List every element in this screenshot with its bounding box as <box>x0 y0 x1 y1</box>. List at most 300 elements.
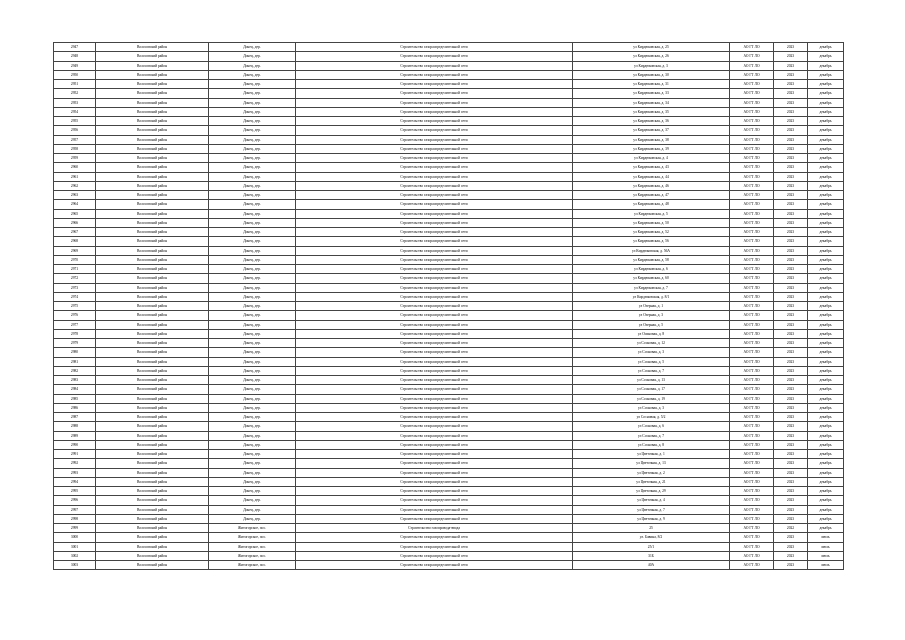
district-cell: Волосовский район <box>96 61 209 70</box>
row-number-cell: 2955 <box>54 117 96 126</box>
settlement-cell: Донец, дер. <box>209 514 296 523</box>
organization-cell: АО ГТ ЛО <box>730 459 774 468</box>
month-cell: декабрь <box>808 107 844 116</box>
address-cell: ул Кирдюковская, д. 30 <box>573 70 730 79</box>
row-number-cell: 2971 <box>54 265 96 274</box>
address-cell: ул Кирдюковская, д. 31 <box>573 80 730 89</box>
settlement-cell: Донец, дер. <box>209 403 296 412</box>
organization-cell: АО ГТ ЛО <box>730 43 774 52</box>
work-type-cell: Строительство газораспределительной сети <box>296 228 573 237</box>
work-type-cell: Строительство газораспределительной сети <box>296 283 573 292</box>
district-cell: Волосовский район <box>96 542 209 551</box>
district-cell: Волосовский район <box>96 144 209 153</box>
district-cell: Волосовский район <box>96 135 209 144</box>
row-number-cell: 2998 <box>54 514 96 523</box>
settlement-cell: Донец, дер. <box>209 135 296 144</box>
organization-cell: АО ГТ ЛО <box>730 255 774 264</box>
table-row <box>54 339 844 348</box>
address-cell: ул Кирдюковская, д. 46 <box>573 181 730 190</box>
table-row <box>54 98 844 107</box>
address-cell: ул. Бавина, 8/2 <box>573 533 730 542</box>
address-cell: ул Кирдюковская, д. 39 <box>573 144 730 153</box>
month-cell: декабрь <box>808 70 844 79</box>
year-cell: 2023 <box>774 61 808 70</box>
work-type-cell: Строительство газораспределительной сети <box>296 154 573 163</box>
address-cell: ул Цветочная, д. 4 <box>573 496 730 505</box>
month-cell: декабрь <box>808 459 844 468</box>
work-type-cell: Строительство газораспределительной сети <box>296 237 573 246</box>
district-cell: Волосовский район <box>96 468 209 477</box>
settlement-cell: Житогорское, пос. <box>209 551 296 560</box>
organization-cell: АО ГТ ЛО <box>730 496 774 505</box>
month-cell: декабрь <box>808 200 844 209</box>
organization-cell: АО ГТ ЛО <box>730 366 774 375</box>
address-cell: ул Цветочная, д. 1 <box>573 450 730 459</box>
month-cell: декабрь <box>808 440 844 449</box>
year-cell: 2023 <box>774 163 808 172</box>
organization-cell: АО ГТ ЛО <box>730 117 774 126</box>
month-cell: декабрь <box>808 43 844 52</box>
year-cell: 2023 <box>774 403 808 412</box>
year-cell: 2023 <box>774 394 808 403</box>
month-cell: декабрь <box>808 292 844 301</box>
table-row <box>54 533 844 542</box>
organization-cell: АО ГТ ЛО <box>730 431 774 440</box>
organization-cell: АО ГТ ЛО <box>730 468 774 477</box>
organization-cell: АО ГТ ЛО <box>730 450 774 459</box>
table-row <box>54 172 844 181</box>
district-cell: Волосовский район <box>96 450 209 459</box>
row-number-cell: 3002 <box>54 551 96 560</box>
row-number-cell: 2969 <box>54 246 96 255</box>
year-cell: 2023 <box>774 191 808 200</box>
address-cell: ул Кирдюковская, д. 56А <box>573 246 730 255</box>
row-number-cell: 3000 <box>54 533 96 542</box>
month-cell: декабрь <box>808 61 844 70</box>
district-cell: Волосовский район <box>96 496 209 505</box>
work-type-cell: Строительство газораспределительной сети <box>296 218 573 227</box>
work-type-cell: Строительство газораспределительной сети <box>296 191 573 200</box>
year-cell: 2023 <box>774 144 808 153</box>
work-type-cell: Строительство газораспределительной сети <box>296 450 573 459</box>
work-type-cell: Строительство газораспределительной сети <box>296 487 573 496</box>
year-cell: 2023 <box>774 487 808 496</box>
district-cell: Волосовский район <box>96 200 209 209</box>
table-row <box>54 80 844 89</box>
address-cell: ул Сосновая, д. 13 <box>573 376 730 385</box>
table-row <box>54 505 844 514</box>
month-cell: июль <box>808 542 844 551</box>
settlement-cell: Донец, дер. <box>209 440 296 449</box>
district-cell: Волосовский район <box>96 70 209 79</box>
work-type-cell: Строительство газораспределительной сети <box>296 496 573 505</box>
work-type-cell: Строительство газопровода-ввода <box>296 524 573 533</box>
row-number-cell: 2970 <box>54 255 96 264</box>
work-type-cell: Строительство газораспределительной сети <box>296 246 573 255</box>
table-row <box>54 514 844 523</box>
organization-cell: АО ГТ ЛО <box>730 246 774 255</box>
address-cell: ул Кирдюковская, д. 43 <box>573 163 730 172</box>
district-cell: Волосовский район <box>96 52 209 61</box>
table-row <box>54 320 844 329</box>
district-cell: Волосовский район <box>96 413 209 422</box>
organization-cell: АО ГТ ЛО <box>730 524 774 533</box>
settlement-cell: Донец, дер. <box>209 450 296 459</box>
work-type-cell: Строительство газораспределительной сети <box>296 80 573 89</box>
year-cell: 2023 <box>774 477 808 486</box>
organization-cell: АО ГТ ЛО <box>730 181 774 190</box>
row-number-cell: 2999 <box>54 524 96 533</box>
district-cell: Волосовский район <box>96 403 209 412</box>
data-table <box>53 42 844 570</box>
address-cell: ул Цветочная, д. 2 <box>573 468 730 477</box>
settlement-cell: Донец, дер. <box>209 107 296 116</box>
address-cell: 25 <box>573 524 730 533</box>
address-cell: ул Озерная, д. 3 <box>573 311 730 320</box>
organization-cell: АО ГТ ЛО <box>730 339 774 348</box>
address-cell: ул Цветочная, д. 9 <box>573 514 730 523</box>
organization-cell: АО ГТ ЛО <box>730 403 774 412</box>
settlement-cell: Донец, дер. <box>209 487 296 496</box>
month-cell: декабрь <box>808 450 844 459</box>
organization-cell: АО ГТ ЛО <box>730 154 774 163</box>
work-type-cell: Строительство газораспределительной сети <box>296 70 573 79</box>
address-cell: ул Кирдюковская, д. 33 <box>573 89 730 98</box>
organization-cell: АО ГТ ЛО <box>730 200 774 209</box>
month-cell: декабрь <box>808 394 844 403</box>
organization-cell: АО ГТ ЛО <box>730 209 774 218</box>
year-cell: 2023 <box>774 255 808 264</box>
address-cell: ул Сосновая, д. 3 <box>573 348 730 357</box>
table-row <box>54 311 844 320</box>
row-number-cell: 2965 <box>54 209 96 218</box>
row-number-cell: 2974 <box>54 292 96 301</box>
table-row <box>54 376 844 385</box>
year-cell: 2023 <box>774 385 808 394</box>
address-cell: ул Кирдюковская, д. 7 <box>573 283 730 292</box>
month-cell: декабрь <box>808 218 844 227</box>
month-cell: декабрь <box>808 477 844 486</box>
row-number-cell: 2982 <box>54 366 96 375</box>
organization-cell: АО ГТ ЛО <box>730 52 774 61</box>
settlement-cell: Донец, дер. <box>209 237 296 246</box>
row-number-cell: 2952 <box>54 89 96 98</box>
row-number-cell: 2959 <box>54 154 96 163</box>
row-number-cell: 2994 <box>54 477 96 486</box>
organization-cell: АО ГТ ЛО <box>730 283 774 292</box>
organization-cell: АО ГТ ЛО <box>730 440 774 449</box>
organization-cell: АО ГТ ЛО <box>730 329 774 338</box>
row-number-cell: 2966 <box>54 218 96 227</box>
organization-cell: АО ГТ ЛО <box>730 505 774 514</box>
year-cell: 2023 <box>774 135 808 144</box>
table-row <box>54 422 844 431</box>
year-cell: 2023 <box>774 376 808 385</box>
table-row <box>54 126 844 135</box>
month-cell: декабрь <box>808 246 844 255</box>
row-number-cell: 2953 <box>54 98 96 107</box>
address-cell: ул Сосновая, д. 7 <box>573 431 730 440</box>
year-cell: 2023 <box>774 533 808 542</box>
settlement-cell: Донец, дер. <box>209 52 296 61</box>
table-row <box>54 551 844 560</box>
district-cell: Волосовский район <box>96 459 209 468</box>
row-number-cell: 2967 <box>54 228 96 237</box>
year-cell: 2023 <box>774 431 808 440</box>
organization-cell: АО ГТ ЛО <box>730 413 774 422</box>
work-type-cell: Строительство газораспределительной сети <box>296 144 573 153</box>
settlement-cell: Донец, дер. <box>209 302 296 311</box>
year-cell: 2023 <box>774 172 808 181</box>
table-row <box>54 366 844 375</box>
organization-cell: АО ГТ ЛО <box>730 126 774 135</box>
table-row <box>54 357 844 366</box>
row-number-cell: 2947 <box>54 43 96 52</box>
address-cell: ул Сосновая, д. 5 <box>573 357 730 366</box>
work-type-cell: Строительство газораспределительной сети <box>296 311 573 320</box>
year-cell: 2023 <box>774 98 808 107</box>
address-cell: ул Кирдюковская, д. 48 <box>573 200 730 209</box>
address-cell: 25/1 <box>573 542 730 551</box>
settlement-cell: Донец, дер. <box>209 191 296 200</box>
address-cell: ул Цветочная, д. 13 <box>573 459 730 468</box>
row-number-cell: 2988 <box>54 422 96 431</box>
organization-cell: АО ГТ ЛО <box>730 394 774 403</box>
district-cell: Волосовский район <box>96 394 209 403</box>
settlement-cell: Донец, дер. <box>209 274 296 283</box>
month-cell: декабрь <box>808 172 844 181</box>
work-type-cell: Строительство газораспределительной сети <box>296 533 573 542</box>
month-cell: декабрь <box>808 274 844 283</box>
year-cell: 2023 <box>774 107 808 116</box>
settlement-cell: Донец, дер. <box>209 376 296 385</box>
district-cell: Волосовский район <box>96 191 209 200</box>
address-cell: ул Кирдюковская, д. 52 <box>573 228 730 237</box>
table-row <box>54 163 844 172</box>
row-number-cell: 2992 <box>54 459 96 468</box>
settlement-cell: Донец, дер. <box>209 357 296 366</box>
address-cell: ул Кирдюковская, д. 3 <box>573 61 730 70</box>
settlement-cell: Донец, дер. <box>209 422 296 431</box>
district-cell: Волосовский район <box>96 551 209 560</box>
table-row <box>54 431 844 440</box>
work-type-cell: Строительство газораспределительной сети <box>296 561 573 570</box>
district-cell: Волосовский район <box>96 311 209 320</box>
organization-cell: АО ГТ ЛО <box>730 422 774 431</box>
row-number-cell: 2985 <box>54 394 96 403</box>
work-type-cell: Строительство газораспределительной сети <box>296 302 573 311</box>
month-cell: декабрь <box>808 302 844 311</box>
organization-cell: АО ГТ ЛО <box>730 218 774 227</box>
work-type-cell: Строительство газораспределительной сети <box>296 348 573 357</box>
table-row <box>54 542 844 551</box>
table-row <box>54 561 844 570</box>
organization-cell: АО ГТ ЛО <box>730 135 774 144</box>
work-type-cell: Строительство газораспределительной сети <box>296 505 573 514</box>
settlement-cell: Донец, дер. <box>209 265 296 274</box>
month-cell: декабрь <box>808 237 844 246</box>
table-row <box>54 246 844 255</box>
work-type-cell: Строительство газораспределительной сети <box>296 339 573 348</box>
organization-cell: АО ГТ ЛО <box>730 107 774 116</box>
table-row <box>54 135 844 144</box>
year-cell: 2023 <box>774 551 808 560</box>
organization-cell: АО ГТ ЛО <box>730 533 774 542</box>
year-cell: 2023 <box>774 440 808 449</box>
row-number-cell: 2956 <box>54 126 96 135</box>
district-cell: Волосовский район <box>96 329 209 338</box>
year-cell: 2023 <box>774 514 808 523</box>
year-cell: 2023 <box>774 348 808 357</box>
address-cell: ул Сосновая, д. 6 <box>573 422 730 431</box>
district-cell: Волосовский район <box>96 431 209 440</box>
district-cell: Волосовский район <box>96 209 209 218</box>
year-cell: 2023 <box>774 505 808 514</box>
month-cell: декабрь <box>808 357 844 366</box>
year-cell: 2023 <box>774 117 808 126</box>
work-type-cell: Строительство газораспределительной сети <box>296 163 573 172</box>
district-cell: Волосовский район <box>96 357 209 366</box>
work-type-cell: Строительство газораспределительной сети <box>296 200 573 209</box>
district-cell: Волосовский район <box>96 80 209 89</box>
year-cell: 2023 <box>774 181 808 190</box>
settlement-cell: Донец, дер. <box>209 163 296 172</box>
district-cell: Волосовский район <box>96 292 209 301</box>
year-cell: 2023 <box>774 237 808 246</box>
table-row <box>54 440 844 449</box>
work-type-cell: Строительство газораспределительной сети <box>296 61 573 70</box>
table-row <box>54 237 844 246</box>
organization-cell: АО ГТ ЛО <box>730 357 774 366</box>
district-cell: Волосовский район <box>96 43 209 52</box>
table-row <box>54 274 844 283</box>
month-cell: декабрь <box>808 496 844 505</box>
year-cell: 2023 <box>774 561 808 570</box>
month-cell: июль <box>808 533 844 542</box>
settlement-cell: Житогорское, пос. <box>209 524 296 533</box>
organization-cell: АО ГТ ЛО <box>730 385 774 394</box>
address-cell: ул Сосновая, д. 5/2 <box>573 413 730 422</box>
year-cell: 2022 <box>774 524 808 533</box>
settlement-cell: Донец, дер. <box>209 246 296 255</box>
row-number-cell: 2958 <box>54 144 96 153</box>
settlement-cell: Донец, дер. <box>209 126 296 135</box>
address-cell: ул Кирдюковская, д. 4 <box>573 154 730 163</box>
work-type-cell: Строительство газораспределительной сети <box>296 135 573 144</box>
district-cell: Волосовский район <box>96 440 209 449</box>
address-cell: ул Кирдюковская, д. 8/1 <box>573 292 730 301</box>
month-cell: декабрь <box>808 209 844 218</box>
table-row <box>54 43 844 52</box>
district-cell: Волосовский район <box>96 89 209 98</box>
month-cell: июль <box>808 551 844 560</box>
month-cell: июль <box>808 561 844 570</box>
work-type-cell: Строительство газораспределительной сети <box>296 329 573 338</box>
year-cell: 2023 <box>774 70 808 79</box>
table-row <box>54 348 844 357</box>
table-row <box>54 524 844 533</box>
address-cell: ул Кирдюковская, д. 56 <box>573 237 730 246</box>
address-cell: ул Кирдюковская, д. 36 <box>573 117 730 126</box>
row-number-cell: 2960 <box>54 163 96 172</box>
organization-cell: АО ГТ ЛО <box>730 237 774 246</box>
work-type-cell: Строительство газораспределительной сети <box>296 385 573 394</box>
row-number-cell: 2997 <box>54 505 96 514</box>
row-number-cell: 2968 <box>54 237 96 246</box>
organization-cell: АО ГТ ЛО <box>730 561 774 570</box>
table-body <box>54 43 844 570</box>
organization-cell: АО ГТ ЛО <box>730 320 774 329</box>
district-cell: Волосовский район <box>96 533 209 542</box>
month-cell: декабрь <box>808 505 844 514</box>
district-cell: Волосовский район <box>96 320 209 329</box>
table-row <box>54 302 844 311</box>
address-cell: ул Цветочная, д. 29 <box>573 487 730 496</box>
work-type-cell: Строительство газораспределительной сети <box>296 43 573 52</box>
settlement-cell: Донец, дер. <box>209 154 296 163</box>
settlement-cell: Донец, дер. <box>209 181 296 190</box>
work-type-cell: Строительство газораспределительной сети <box>296 394 573 403</box>
district-cell: Волосовский район <box>96 117 209 126</box>
month-cell: декабрь <box>808 181 844 190</box>
table-row <box>54 394 844 403</box>
work-type-cell: Строительство газораспределительной сети <box>296 292 573 301</box>
row-number-cell: 3003 <box>54 561 96 570</box>
month-cell: декабрь <box>808 524 844 533</box>
year-cell: 2023 <box>774 80 808 89</box>
settlement-cell: Донец, дер. <box>209 348 296 357</box>
organization-cell: АО ГТ ЛО <box>730 376 774 385</box>
work-type-cell: Строительство газораспределительной сети <box>296 126 573 135</box>
row-number-cell: 2984 <box>54 385 96 394</box>
address-cell: ул Сосновая, д. 12 <box>573 339 730 348</box>
work-type-cell: Строительство газораспределительной сети <box>296 431 573 440</box>
year-cell: 2023 <box>774 468 808 477</box>
year-cell: 2023 <box>774 283 808 292</box>
table-row <box>54 385 844 394</box>
work-type-cell: Строительство газораспределительной сети <box>296 440 573 449</box>
month-cell: декабрь <box>808 117 844 126</box>
district-cell: Волосовский район <box>96 218 209 227</box>
organization-cell: АО ГТ ЛО <box>730 228 774 237</box>
district-cell: Волосовский район <box>96 274 209 283</box>
table-row <box>54 255 844 264</box>
table-row <box>54 228 844 237</box>
work-type-cell: Строительство газораспределительной сети <box>296 468 573 477</box>
organization-cell: АО ГТ ЛО <box>730 265 774 274</box>
year-cell: 2023 <box>774 218 808 227</box>
table-row <box>54 403 844 412</box>
address-cell: ул Озерная, д. 5 <box>573 320 730 329</box>
settlement-cell: Донец, дер. <box>209 477 296 486</box>
district-cell: Волосовский район <box>96 477 209 486</box>
row-number-cell: 2975 <box>54 302 96 311</box>
year-cell: 2023 <box>774 292 808 301</box>
settlement-cell: Донец, дер. <box>209 200 296 209</box>
address-cell: ул Кирдюковская, д. 47 <box>573 191 730 200</box>
row-number-cell: 2964 <box>54 200 96 209</box>
district-cell: Волосовский район <box>96 505 209 514</box>
organization-cell: АО ГТ ЛО <box>730 292 774 301</box>
table-row <box>54 200 844 209</box>
row-number-cell: 2990 <box>54 440 96 449</box>
work-type-cell: Строительство газораспределительной сети <box>296 274 573 283</box>
year-cell: 2023 <box>774 329 808 338</box>
year-cell: 2023 <box>774 302 808 311</box>
settlement-cell: Донец, дер. <box>209 98 296 107</box>
work-type-cell: Строительство газораспределительной сети <box>296 422 573 431</box>
address-cell: ул Кирдюковская, д. 35 <box>573 107 730 116</box>
